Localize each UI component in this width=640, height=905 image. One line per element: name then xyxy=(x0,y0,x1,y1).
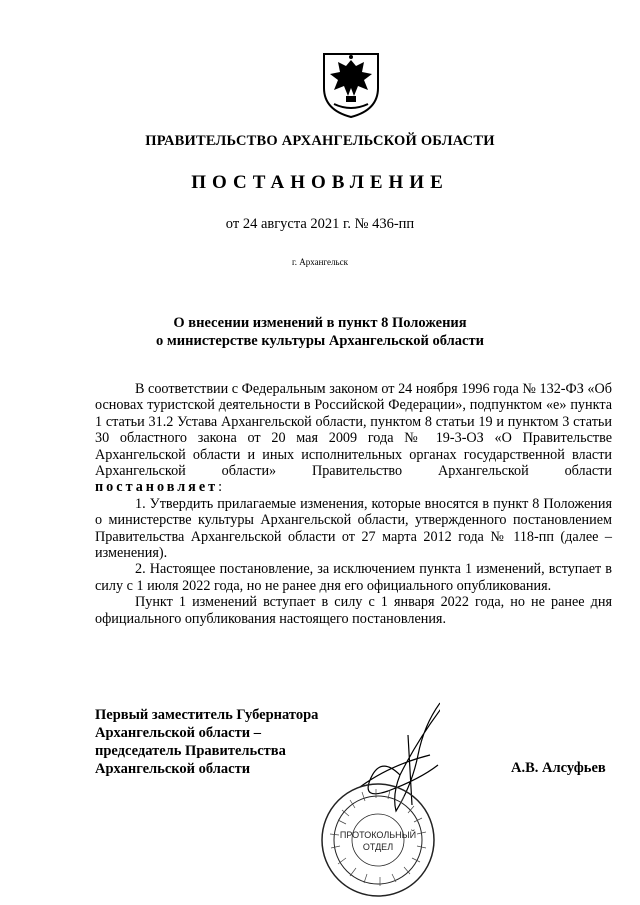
paragraph-preamble xyxy=(95,381,612,496)
stamp-line-2: ОТДЕЛ xyxy=(362,842,394,852)
paragraph-3: Пункт 1 изменений вступает в силу с 1 января 2022 года, но не ранее дня официального опубликования настоящего постановления. xyxy=(95,594,612,627)
document-subject xyxy=(0,314,640,350)
city: г. Архангельск xyxy=(292,257,348,267)
paragraph-1: 1. Утвердить прилагаемые изменения, которые вносятся в пункт 8 Положения о министерстве культуры Архангельской области, утвержденного постановлением Правительства Архангельской области от 27 марта 2012 года № 118-пп (далее – изменения). xyxy=(95,495,612,562)
position-line-4: Архангельской области xyxy=(95,761,251,777)
position-line-1: Первый заместитель Губернатора xyxy=(95,707,319,723)
preamble-text: В соответствии с Федеральным законом от 24 ноября 1996 года № 132-ФЗ «Об основах туристской деятельности в Российской Федерации», подпунктом «е» пункта 1 статьи 31.2 Устава Архангельской области, пунктом 8 статьи 19 и пунктом 3 статьи 30 областного закона от 20 мая 2009 года № 19-3-ОЗ «О Правительстве Архангельской области и иных исполнительных органах государственной власти Архангельской области» Правительство Архангельской области xyxy=(95,381,612,480)
decree-word: постановляет xyxy=(95,479,219,496)
signer-name: А.В. Алсуфьев xyxy=(511,760,606,776)
subject-line-1: О внесении изменений в пункт 8 Положения xyxy=(173,315,467,331)
decree-colon: : xyxy=(218,479,223,496)
stamp-line-1: ПРОТОКОЛЬНЫЙ xyxy=(339,830,417,840)
signer-position xyxy=(95,706,318,778)
position-line-3: председатель Правительства xyxy=(95,743,286,759)
document-body xyxy=(95,381,612,627)
paragraph-2: 2. Настоящее постановление, за исключением пункта 1 изменений, вступает в силу с 1 июля 2022 года, но не ранее дня его официального опубликования. xyxy=(95,561,612,594)
document-type: ПОСТАНОВЛЕНИЕ xyxy=(191,172,449,193)
official-stamp xyxy=(318,780,438,900)
date-and-number: от 24 августа 2021 г. № 436-пп xyxy=(225,216,415,232)
subject-line-2: о министерстве культуры Архангельской области xyxy=(156,333,484,349)
position-line-2: Архангельской области – xyxy=(95,725,261,741)
government-title: ПРАВИТЕЛЬСТВО АРХАНГЕЛЬСКОЙ ОБЛАСТИ xyxy=(145,133,495,149)
coat-of-arms-icon xyxy=(320,50,382,120)
